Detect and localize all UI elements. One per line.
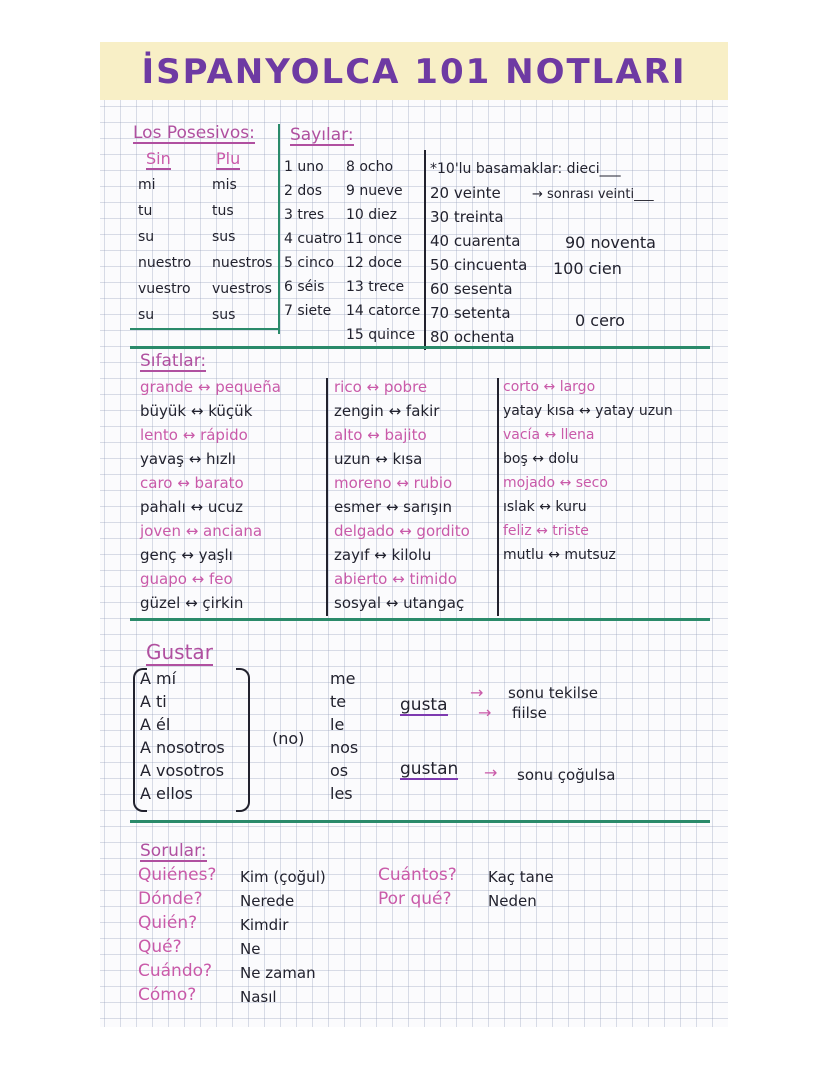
question-turkish: Kimdir xyxy=(240,916,289,934)
number-item: 5 cinco xyxy=(284,255,335,271)
adjective-pair: guapo ↔ feo xyxy=(140,570,233,588)
adjective-pair: joven ↔ anciana xyxy=(140,522,263,540)
question-turkish: Nasıl xyxy=(240,988,277,1006)
gustan-note: sonu çoğulsa xyxy=(517,766,616,784)
number-item: 2 dos xyxy=(284,183,323,199)
question-turkish: Kim (çoğul) xyxy=(240,868,326,886)
question-spanish: Cuándo? xyxy=(138,961,213,981)
question-turkish: Kaç tane xyxy=(488,868,554,886)
page-title: İSPANYOLCA 101 NOTLARI xyxy=(141,52,687,92)
number-tens-item: 60 sesenta xyxy=(430,280,513,298)
adjective-pair: pahalı ↔ ucuz xyxy=(140,498,243,516)
gustar-subject: A vosotros xyxy=(140,761,225,780)
posesivo-plural: nuestros xyxy=(212,255,273,271)
adjective-pair: ıslak ↔ kuru xyxy=(503,499,587,515)
number-100: 100 cien xyxy=(553,259,622,278)
adjective-pair: alto ↔ bajito xyxy=(334,426,427,444)
gustar-heading: Gustar xyxy=(146,640,213,664)
gustar-pronoun: os xyxy=(330,761,349,780)
posesivos-plu-header: Plu xyxy=(216,149,241,168)
adjectives-divider-1 xyxy=(326,378,328,616)
question-turkish: Ne zaman xyxy=(240,964,316,982)
posesivo-plural: tus xyxy=(212,203,234,219)
number-item: 8 ocho xyxy=(346,159,394,175)
sayilar-heading: Sayılar: xyxy=(290,125,354,145)
adjective-pair: yavaş ↔ hızlı xyxy=(140,450,236,468)
number-tens-item: 40 cuarenta xyxy=(430,232,521,250)
adjective-pair: delgado ↔ gordito xyxy=(334,522,470,540)
number-item: 1 uno xyxy=(284,159,324,175)
gustar-subject: A nosotros xyxy=(140,738,225,757)
posesivo-plural: mis xyxy=(212,177,237,193)
tens-note: *10'lu basamaklar: dieci___ xyxy=(430,161,621,177)
gustar-no: (no) xyxy=(272,729,305,748)
posesivo-plural: sus xyxy=(212,229,236,245)
posesivo-singular: tu xyxy=(138,203,153,219)
posesivo-singular: vuestro xyxy=(138,281,191,297)
number-item: 15 quince xyxy=(346,327,416,343)
adjective-pair: güzel ↔ çirkin xyxy=(140,594,244,612)
question-turkish: Ne xyxy=(240,940,261,958)
number-item: 3 tres xyxy=(284,207,325,223)
number-tens-item: 50 cincuenta xyxy=(430,256,528,274)
number-tens-item: 20 veinte xyxy=(430,184,501,202)
posesivos-underline xyxy=(130,328,280,330)
adjective-pair: grande ↔ pequeña xyxy=(140,378,281,396)
gusta-note-1: sonu tekilse xyxy=(508,684,598,702)
adjectives-divider-2 xyxy=(497,378,499,616)
adjective-pair: abierto ↔ timido xyxy=(334,570,457,588)
number-item: 14 catorce xyxy=(346,303,421,319)
adjective-pair: caro ↔ barato xyxy=(140,474,244,492)
adjective-pair: zayıf ↔ kilolu xyxy=(334,546,432,564)
gustar-pronoun: le xyxy=(330,715,345,734)
posesivos-divider xyxy=(278,124,280,334)
adjective-pair: uzun ↔ kısa xyxy=(334,450,423,468)
adjective-pair: vacía ↔ llena xyxy=(503,427,595,443)
number-tens-item: 30 treinta xyxy=(430,208,504,226)
section-divider-1 xyxy=(130,346,710,349)
question-spanish: Cómo? xyxy=(138,985,197,1005)
adjective-pair: esmer ↔ sarışın xyxy=(334,498,452,516)
number-item: 6 séis xyxy=(284,279,325,295)
posesivo-singular: su xyxy=(138,307,155,323)
adjective-pair: yatay kısa ↔ yatay uzun xyxy=(503,403,673,419)
gustan-arrow-icon: → xyxy=(484,763,498,782)
number-item: 4 cuatro xyxy=(284,231,343,247)
gustar-pronoun: me xyxy=(330,669,356,688)
question-turkish: Nerede xyxy=(240,892,295,910)
number-tens-item: 80 ochenta xyxy=(430,328,515,346)
gusta-arrow-1-icon: → xyxy=(470,683,484,702)
gusta-note-2: fiilse xyxy=(512,704,547,722)
posesivos-sin-header: Sin xyxy=(146,149,171,168)
adjective-pair: moreno ↔ rubio xyxy=(334,474,453,492)
number-item: 12 doce xyxy=(346,255,403,271)
adjective-pair: rico ↔ pobre xyxy=(334,378,428,396)
posesivo-singular: su xyxy=(138,229,155,245)
posesivo-singular: nuestro xyxy=(138,255,192,271)
gustar-pronoun: les xyxy=(330,784,353,803)
gustan-word: gustan xyxy=(400,759,459,779)
gusta-arrow-2-icon: → xyxy=(478,703,492,722)
sorular-heading: Sorular: xyxy=(140,841,207,861)
number-item: 10 diez xyxy=(346,207,398,223)
gustar-subject: A ti xyxy=(140,692,167,711)
veinti-note: → sonrası veinti___ xyxy=(532,187,654,202)
gustar-right-brace xyxy=(236,668,250,812)
number-90: 90 noventa xyxy=(565,233,656,252)
number-0: 0 cero xyxy=(575,311,625,330)
adjective-pair: lento ↔ rápido xyxy=(140,426,248,444)
question-spanish: Por qué? xyxy=(378,889,452,909)
gustar-subject: A mí xyxy=(140,669,177,688)
adjective-pair: büyük ↔ küçük xyxy=(140,402,253,420)
number-item: 11 once xyxy=(346,231,403,247)
sifatlar-heading: Sıfatlar: xyxy=(140,351,207,371)
section-divider-3 xyxy=(130,820,710,823)
adjective-pair: feliz ↔ triste xyxy=(503,523,589,539)
adjective-pair: boş ↔ dolu xyxy=(503,451,579,467)
section-divider-2 xyxy=(130,618,710,621)
question-spanish: Dónde? xyxy=(138,889,203,909)
question-turkish: Neden xyxy=(488,892,537,910)
posesivo-plural: sus xyxy=(212,307,236,323)
adjective-pair: genç ↔ yaşlı xyxy=(140,546,233,564)
adjective-pair: mojado ↔ seco xyxy=(503,475,608,491)
question-spanish: Cuántos? xyxy=(378,865,457,885)
question-spanish: Quién? xyxy=(138,913,198,933)
adjective-pair: zengin ↔ fakir xyxy=(334,402,440,420)
gustar-subject: A ellos xyxy=(140,784,193,803)
posesivo-singular: mi xyxy=(138,177,156,193)
question-spanish: Quiénes? xyxy=(138,865,217,885)
numbers-divider xyxy=(424,150,426,350)
gustar-pronoun: nos xyxy=(330,738,359,757)
adjective-pair: sosyal ↔ utangaç xyxy=(334,594,465,612)
number-item: 13 trece xyxy=(346,279,405,295)
adjective-pair: corto ↔ largo xyxy=(503,379,596,395)
question-spanish: Qué? xyxy=(138,937,182,957)
posesivos-heading: Los Posesivos: xyxy=(133,123,255,143)
number-tens-item: 70 setenta xyxy=(430,304,511,322)
gustar-pronoun: te xyxy=(330,692,347,711)
number-item: 9 nueve xyxy=(346,183,403,199)
adjective-pair: mutlu ↔ mutsuz xyxy=(503,547,616,563)
gustar-subject: A él xyxy=(140,715,171,734)
gusta-word: gusta xyxy=(400,695,448,715)
number-item: 7 siete xyxy=(284,303,332,319)
posesivo-plural: vuestros xyxy=(212,281,272,297)
